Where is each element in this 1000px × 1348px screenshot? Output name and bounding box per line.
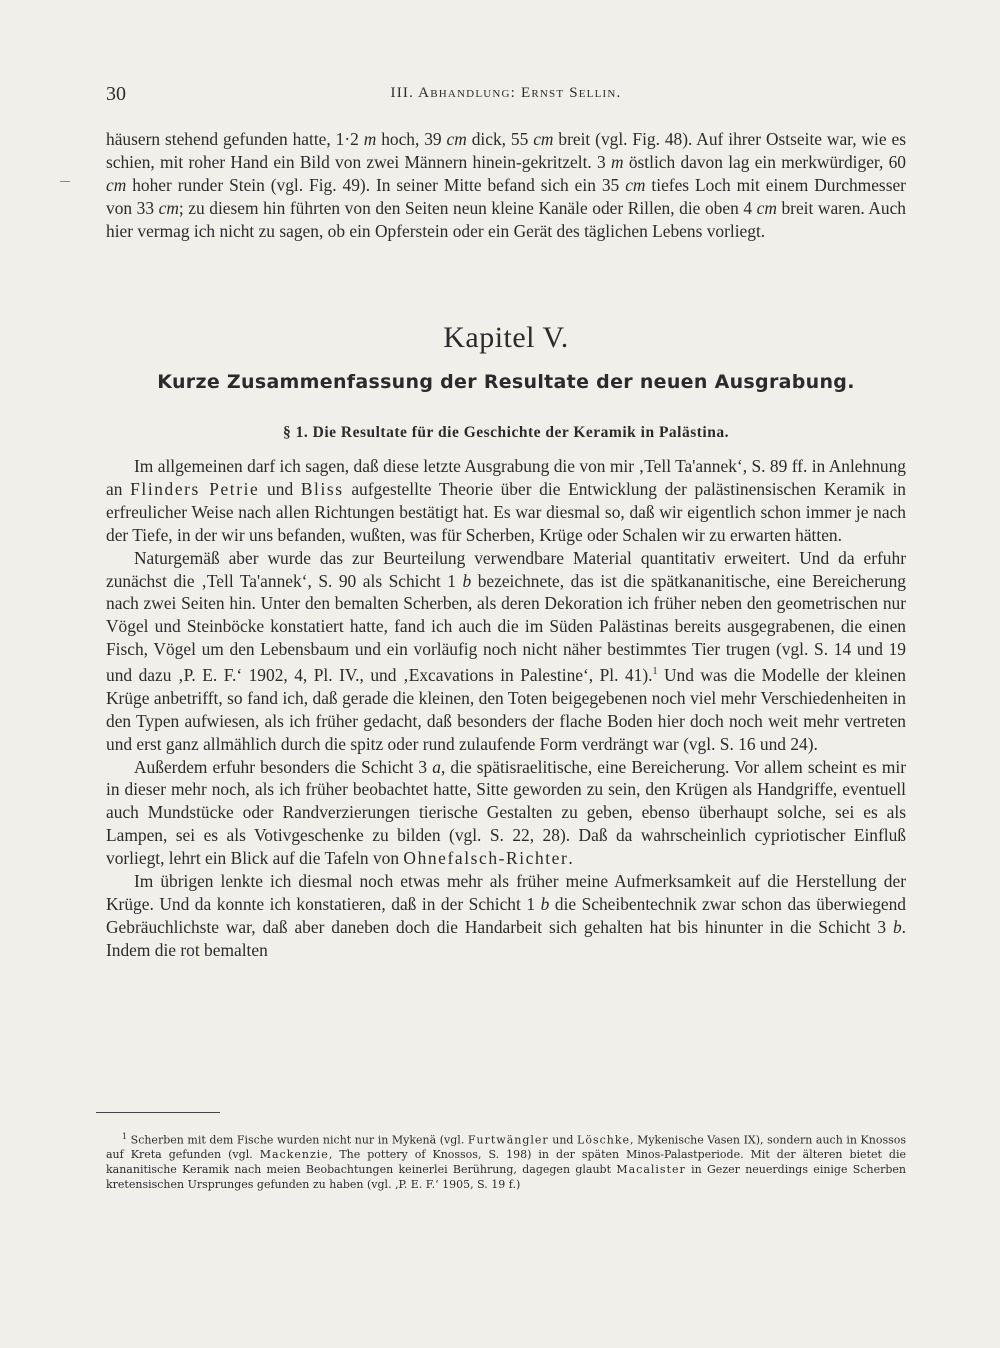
unit: cm <box>533 129 554 149</box>
footnote-marker: 1 <box>122 1132 128 1141</box>
text-run: aufgestellte Theorie über die Entwicklung der palästinensischen Keramik in erfreulicher Weise nach allen Richtungen bestätigt hat. Es war diesmal so, daß wir eigentlich schon immer je nach der Tiefe, in der wir uns befanden, wußten, was für Scherben, Krüge oder Schalen wir zu erwarten hätten. <box>106 478 906 545</box>
text-run: hoch, 39 <box>381 129 442 149</box>
text-run: hoher runder Stein (vgl. Fig. 49). In seiner Mitte befand sich ein 35 <box>132 174 620 195</box>
text-run: breit waren. Auch hier vermag ich nicht zu sagen, ob ein Opferstein oder ein Gerät des täglichen Lebens vorliegt. <box>106 197 907 241</box>
unit: m <box>610 151 624 172</box>
margin-mark <box>60 181 70 182</box>
paragraph-2 <box>106 547 906 756</box>
text-run: bezeichnete, das ist die spätkananitische, eine Bereicherung nach zwei Seiten hin. Unter den bemalten Scherben, als deren Dekoration ich früher neben den geometrischen nur Vögel und Steinböcke konstatiert hatte, fand ich auch die im Süden Palästinas bereits ausgegrabenen, die einen Fisch, Vögel um den Lebensbaum und ein vorläufig noch nicht näher bestimmtes Tier trugen (vgl. S. 14 und 19 und dazu ‚P. E. F.‘ 1902, 4, Pl. IV., und ‚Excavations in Palestine‘, Pl. 41). <box>106 570 906 685</box>
text-run: , The pottery of Knossos, S. 198) in der späten Minos-Palastperiode. Mit der älteren bietet die kananitische Keramik nach meien Beobachtungen keinerlei Berührung, dagegen glaubt <box>106 1148 906 1177</box>
paragraph-3: Außerdem erfuhr besonders die Schicht 3 a, die spätisraelitische, eine Bereicherung. Vor allem scheint es mir in dieser mehr noch, als ich früher beobachtet hatte, Sitte geworden zu sein, den Krügen als Handgriffe, eventuell auch Mundstücke oder Randverzierungen tierische Gestalten zu geben, ebenso überhaupt solche, sei es als Lampen, sei es als Votivgeschenke zu bilden (vgl. S. 22, 28). Daß da wahrscheinlich cypriotischer Einfluß vorliegt, lehrt ein Blick auf die Tafeln von Ohnefalsch-Richter. <box>106 756 906 869</box>
text-run: Im allgemeinen darf ich sagen, daß diese letzte Ausgrabung die von mir ‚Tell Ta'annek‘, S. 89 ff. in Anlehnung an <box>106 456 906 499</box>
chapter-subtitle: Kurze Zusammenfassung der Resultate der neuen Ausgrabung. <box>157 371 855 393</box>
text-run: tiefes Loch mit einem Durchmesser von 33 <box>106 174 906 218</box>
text-run: Scherben mit dem Fische wurden nicht nur in Mykenä (vgl. <box>130 1133 465 1147</box>
footnote <box>106 1130 906 1193</box>
page-number: 30 <box>106 83 126 105</box>
layer-letter: b <box>892 916 902 937</box>
main-text <box>106 455 906 962</box>
page-header <box>106 83 906 107</box>
text-run: Und was die Modelle der kleinen Krüge anbetrifft, so fand ich, daß gerade die kleinen, den Toten beigegebenen noch viel mehr Verschiedenheiten in den Typen aufwiesen, als ich früher gedacht, daß besonders der flache Boden hier doch noch weit mehr vertreten und erst ganz allmählich durch die spitz oder rund zulaufende Form verdrängt war (vgl. S. 16 und 24). <box>106 664 906 754</box>
text-run: , die spätisraelitische, eine Bereicherung. Vor allem scheint es mir in dieser mehr noch, als ich früher beobachtet hatte, Sitte geworden zu sein, den Krügen als Handgriffe, eventuell auch Mundstücke oder Randverzierungen tierische Gestalten zu geben, ebenso überhaupt solche, sei es als Lampen, sei es als Votivgeschenke zu bilden (vgl. S. 22, 28). Daß da wahrscheinlich cypriotischer Einfluß vorliegt, lehrt ein Blick auf die Tafeln von <box>106 756 906 869</box>
author-name: Löschke <box>577 1133 631 1147</box>
text-run: und <box>267 478 294 499</box>
unit: cm <box>158 197 179 218</box>
text-run: Im übrigen lenkte ich diesmal noch etwas mehr als früher meine Aufmerksamkeit auf die Herstellung der Krüge. Und da konnte ich konstatieren, daß in der Schicht 1 <box>106 871 906 915</box>
chapter-title: Kapitel V. <box>443 321 569 354</box>
text-run: . Indem die rot bemalten <box>106 916 906 960</box>
text-run: Naturgemäß aber wurde das zur Beurteilung verwendbare Material quantitativ erweitert. Und da erfuhr zunächst die ‚Tell Ta'annek‘, S. 90 als Schicht 1 <box>106 547 906 591</box>
paragraph-4 <box>106 870 906 962</box>
author-name: Flinders Petrie <box>130 478 260 499</box>
author-name: Furtwängler <box>467 1133 549 1147</box>
paragraph-1 <box>106 455 906 547</box>
footnote-ref: 1 <box>652 666 658 678</box>
unit: cm <box>756 197 777 218</box>
section-title: § 1. Die Resultate für die Geschichte der Keramik in Palästina. <box>283 424 729 441</box>
layer-letter: b <box>540 894 550 915</box>
text-run: östlich davon lag ein merkwürdiger, 60 <box>628 151 906 172</box>
author-name: Macalister <box>616 1163 686 1177</box>
layer-letter: a <box>432 756 441 777</box>
footnote-divider <box>96 1112 220 1113</box>
author-name: Mackenzie <box>259 1148 329 1162</box>
unit: cm <box>446 129 467 149</box>
text-run: und <box>552 1133 574 1147</box>
running-title: III. Abhandlung: Ernst Sellin. <box>390 85 622 101</box>
author-name: Ohnefalsch-Richter <box>403 848 569 869</box>
text-run: in Gezer neuerdings einige Scherben kretensischen Ursprunges gefunden zu haben (vgl. ‚P. E. F.‘ 1905, S. 19 f.) <box>106 1163 906 1192</box>
layer-letter: b <box>462 570 472 591</box>
text-run: häusern stehend gefunden hatte, 1·2 <box>106 129 359 149</box>
intro-paragraph <box>106 128 906 243</box>
author-name: Bliss <box>300 478 344 499</box>
text-run: dick, 55 <box>471 129 529 149</box>
unit: cm <box>625 174 646 195</box>
text-run: die Scheibentechnik zwar schon das überwiegend Gebräuchlichste war, daß aber daneben doch die Handarbeit sich gehalten hat bis hinunter in die Schicht 3 <box>106 894 906 937</box>
text-run: Außerdem erfuhr besonders die Schicht 3 <box>134 756 428 777</box>
unit: cm <box>106 174 127 195</box>
unit: m <box>363 129 377 149</box>
text-run: ; zu diesem hin führten von den Seiten neun kleine Kanäle oder Rillen, die oben 4 <box>178 197 753 218</box>
text-run: breit (vgl. Fig. 48). Auf ihrer Ostseite war, wie es schien, mit roher Hand ein Bild von zwei Männern hinein-gekritzelt. 3 <box>106 129 906 172</box>
text-run: , Mykenische Vasen IX), sondern auch in Knossos auf Kreta gefunden (vgl. <box>106 1133 906 1162</box>
